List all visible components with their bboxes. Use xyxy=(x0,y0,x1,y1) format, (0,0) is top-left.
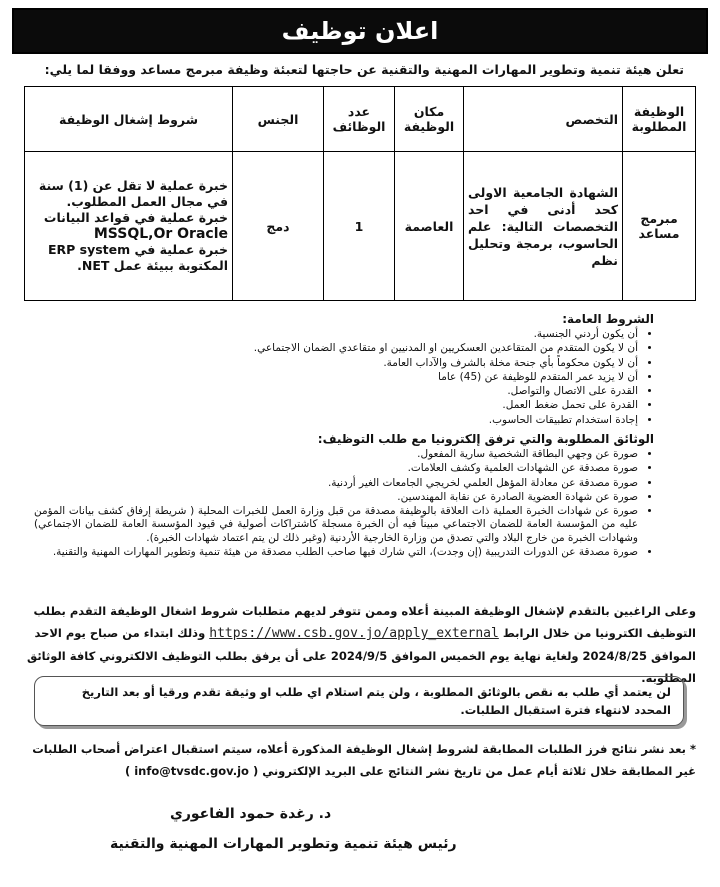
apply-text-2: وذلك ابتداء من صباح يوم الاحد الموافق 2024/8/25 ولغاية نهاية يوم الخميس الموافق 2024/9/5 على أن يرفق بطلب التوظيف الالكتروني كافة الوثائق المطلوبة. xyxy=(26,626,696,685)
cell-specialization: الشهادة الجامعية الاولى كحد أدنى في احد التخصصات التالية: علم الحاسوب، برمجة وتحليل نظم xyxy=(464,152,623,301)
condition-databases: خبرة عملية في قواعد البيانات xyxy=(43,210,228,225)
list-item: • صورة عن وجهي البطاقة الشخصية سارية المفعول. xyxy=(34,448,638,461)
list-item: • إجادة استخدام تطبيقات الحاسوب. xyxy=(34,414,638,427)
announcement-title: اعلان توظيف xyxy=(12,8,708,54)
list-item: • أن لا يكون محكوماً بأي جنحة مخلة بالشرف والآداب العامة. xyxy=(34,357,638,370)
condition-db-names: MSSQL,Or Oracle xyxy=(93,226,228,242)
results-close: ) xyxy=(124,764,131,778)
jobs-table xyxy=(24,86,696,301)
documents-heading: الوثائق المطلوبة والتي ترفق إلكترونيا مع طلب التوظيف: xyxy=(317,432,654,446)
results-notice xyxy=(24,738,696,782)
list-item: • صورة عن شهادات الخبرة العملية ذات العلاقة بالوظيفة مصدقة من قبل وزارة العمل للخبرات المحلية ( شريطة إرفاق كشف بيانات المؤمن عليه من المؤسسة العامة للضمان الاجتماعي مبيناً فيه أن الخبرة مسجلة كاشتراكات أصولية في قيود المؤسسة العامة للضمان الاجتماعي) وشهادات الخبرة من خارج البلاد والتي تصدق من وزارة الخارجية الأردنية (وغير ذلك لن يتم اعتماد شهادات الخبرة). xyxy=(34,505,638,545)
table-row xyxy=(25,152,696,301)
header-specialization: التخصص xyxy=(464,87,623,152)
cell-job: مبرمج مساعد xyxy=(623,152,696,301)
header-location: مكان الوظيفة xyxy=(395,87,464,152)
cell-conditions xyxy=(25,152,233,301)
list-item: • أن لا يكون المتقدم من المتقاعدين العسكريين او المدنيين او متقاعدي الضمان الاجتماعي. xyxy=(34,342,638,355)
intro-text: تعلن هيئة تنمية وتطوير المهارات المهنية والتقنية عن حاجتها لتعبئة وظيفة مبرمج مساعد ووفقا لما يلي: xyxy=(44,62,684,77)
list-item: • صورة مصدقة عن الشهادات العلمية وكشف العلامات. xyxy=(34,462,638,475)
list-item: • أن يكون أردني الجنسية. xyxy=(34,328,638,341)
header-count: عدد الوظائف xyxy=(324,87,395,152)
general-conditions xyxy=(34,312,654,428)
apply-link[interactable]: https://www.csb.gov.jo/apply_external xyxy=(209,626,499,641)
rejection-note: لن يعتمد أي طلب به نقص بالوثائق المطلوبة ، ولن يتم استلام اي طلب او وثيقة تقدم ورقيا أو بعد التاريخ المحدد لانتهاء فترة استقبال الطلبات. xyxy=(34,676,684,726)
table-header-row xyxy=(25,87,696,152)
general-heading: الشروط العامة: xyxy=(562,312,654,326)
required-documents xyxy=(34,432,654,560)
list-item: • القدرة على الاتصال والتواصل. xyxy=(34,385,638,398)
signatory-name: د. رغدة حمود الفاعوري xyxy=(170,806,332,822)
list-item: • صورة عن شهادة العضوية الصادرة عن نقابة المهندسين. xyxy=(34,491,638,504)
header-gender: الجنس xyxy=(233,87,324,152)
header-job: الوظيفة المطلوبة xyxy=(623,87,696,152)
cell-location: العاصمة xyxy=(395,152,464,301)
list-item: • صورة مصدقة عن معادلة المؤهل العلمي لخريجي الجامعات الغير أردنية. xyxy=(34,477,638,490)
list-item: • أن لا يزيد عمر المتقدم للوظيفة عن (45) عاما xyxy=(34,371,638,384)
cell-gender: دمج xyxy=(233,152,324,301)
signatory-position: رئيس هيئة تنمية وتطوير المهارات المهنية والتقنية xyxy=(110,836,457,852)
list-item: • صورة مصدقة عن الدورات التدريبية (إن وجدت)، التي شارك فيها صاحب الطلب مصدقة من هيئة تنمية وتطوير المهارات المهنية والتقنية. xyxy=(34,546,638,559)
condition-experience: خبرة عملية لا تقل عن (1) سنة في مجال العمل المطلوب. xyxy=(38,178,228,209)
documents-list xyxy=(34,448,654,559)
header-conditions: شروط إشغال الوظيفة xyxy=(25,87,233,152)
list-item: • القدرة على تحمل ضغط العمل. xyxy=(34,399,638,412)
apply-text-1: وعلى الراغبين بالتقدم لإشغال الوظيفة المبينة أعلاه وممن تتوفر لديهم متطلبات شروط اشغال الوظيفة التقدم بطلب التوظيف الكترونيا من خلال الرابط xyxy=(33,604,696,640)
condition-erp: خبرة عملية في ERP system المكتوبة ببيئة عمل NET. xyxy=(47,242,228,273)
results-text: * بعد نشر نتائج فرز الطلبات المطابقة لشروط إشغال الوظيفة المذكورة أعلاه، سيتم استقبال اعتراض أصحاب الطلبات غير المطابقة خلال ثلاثة أيام عمل من تاريخ نشر النتائج على البريد الإلكتروني ( xyxy=(32,742,696,778)
cell-count: 1 xyxy=(324,152,395,301)
general-list xyxy=(34,328,654,427)
contact-email[interactable]: info@tvsdc.gov.jo xyxy=(134,764,249,778)
